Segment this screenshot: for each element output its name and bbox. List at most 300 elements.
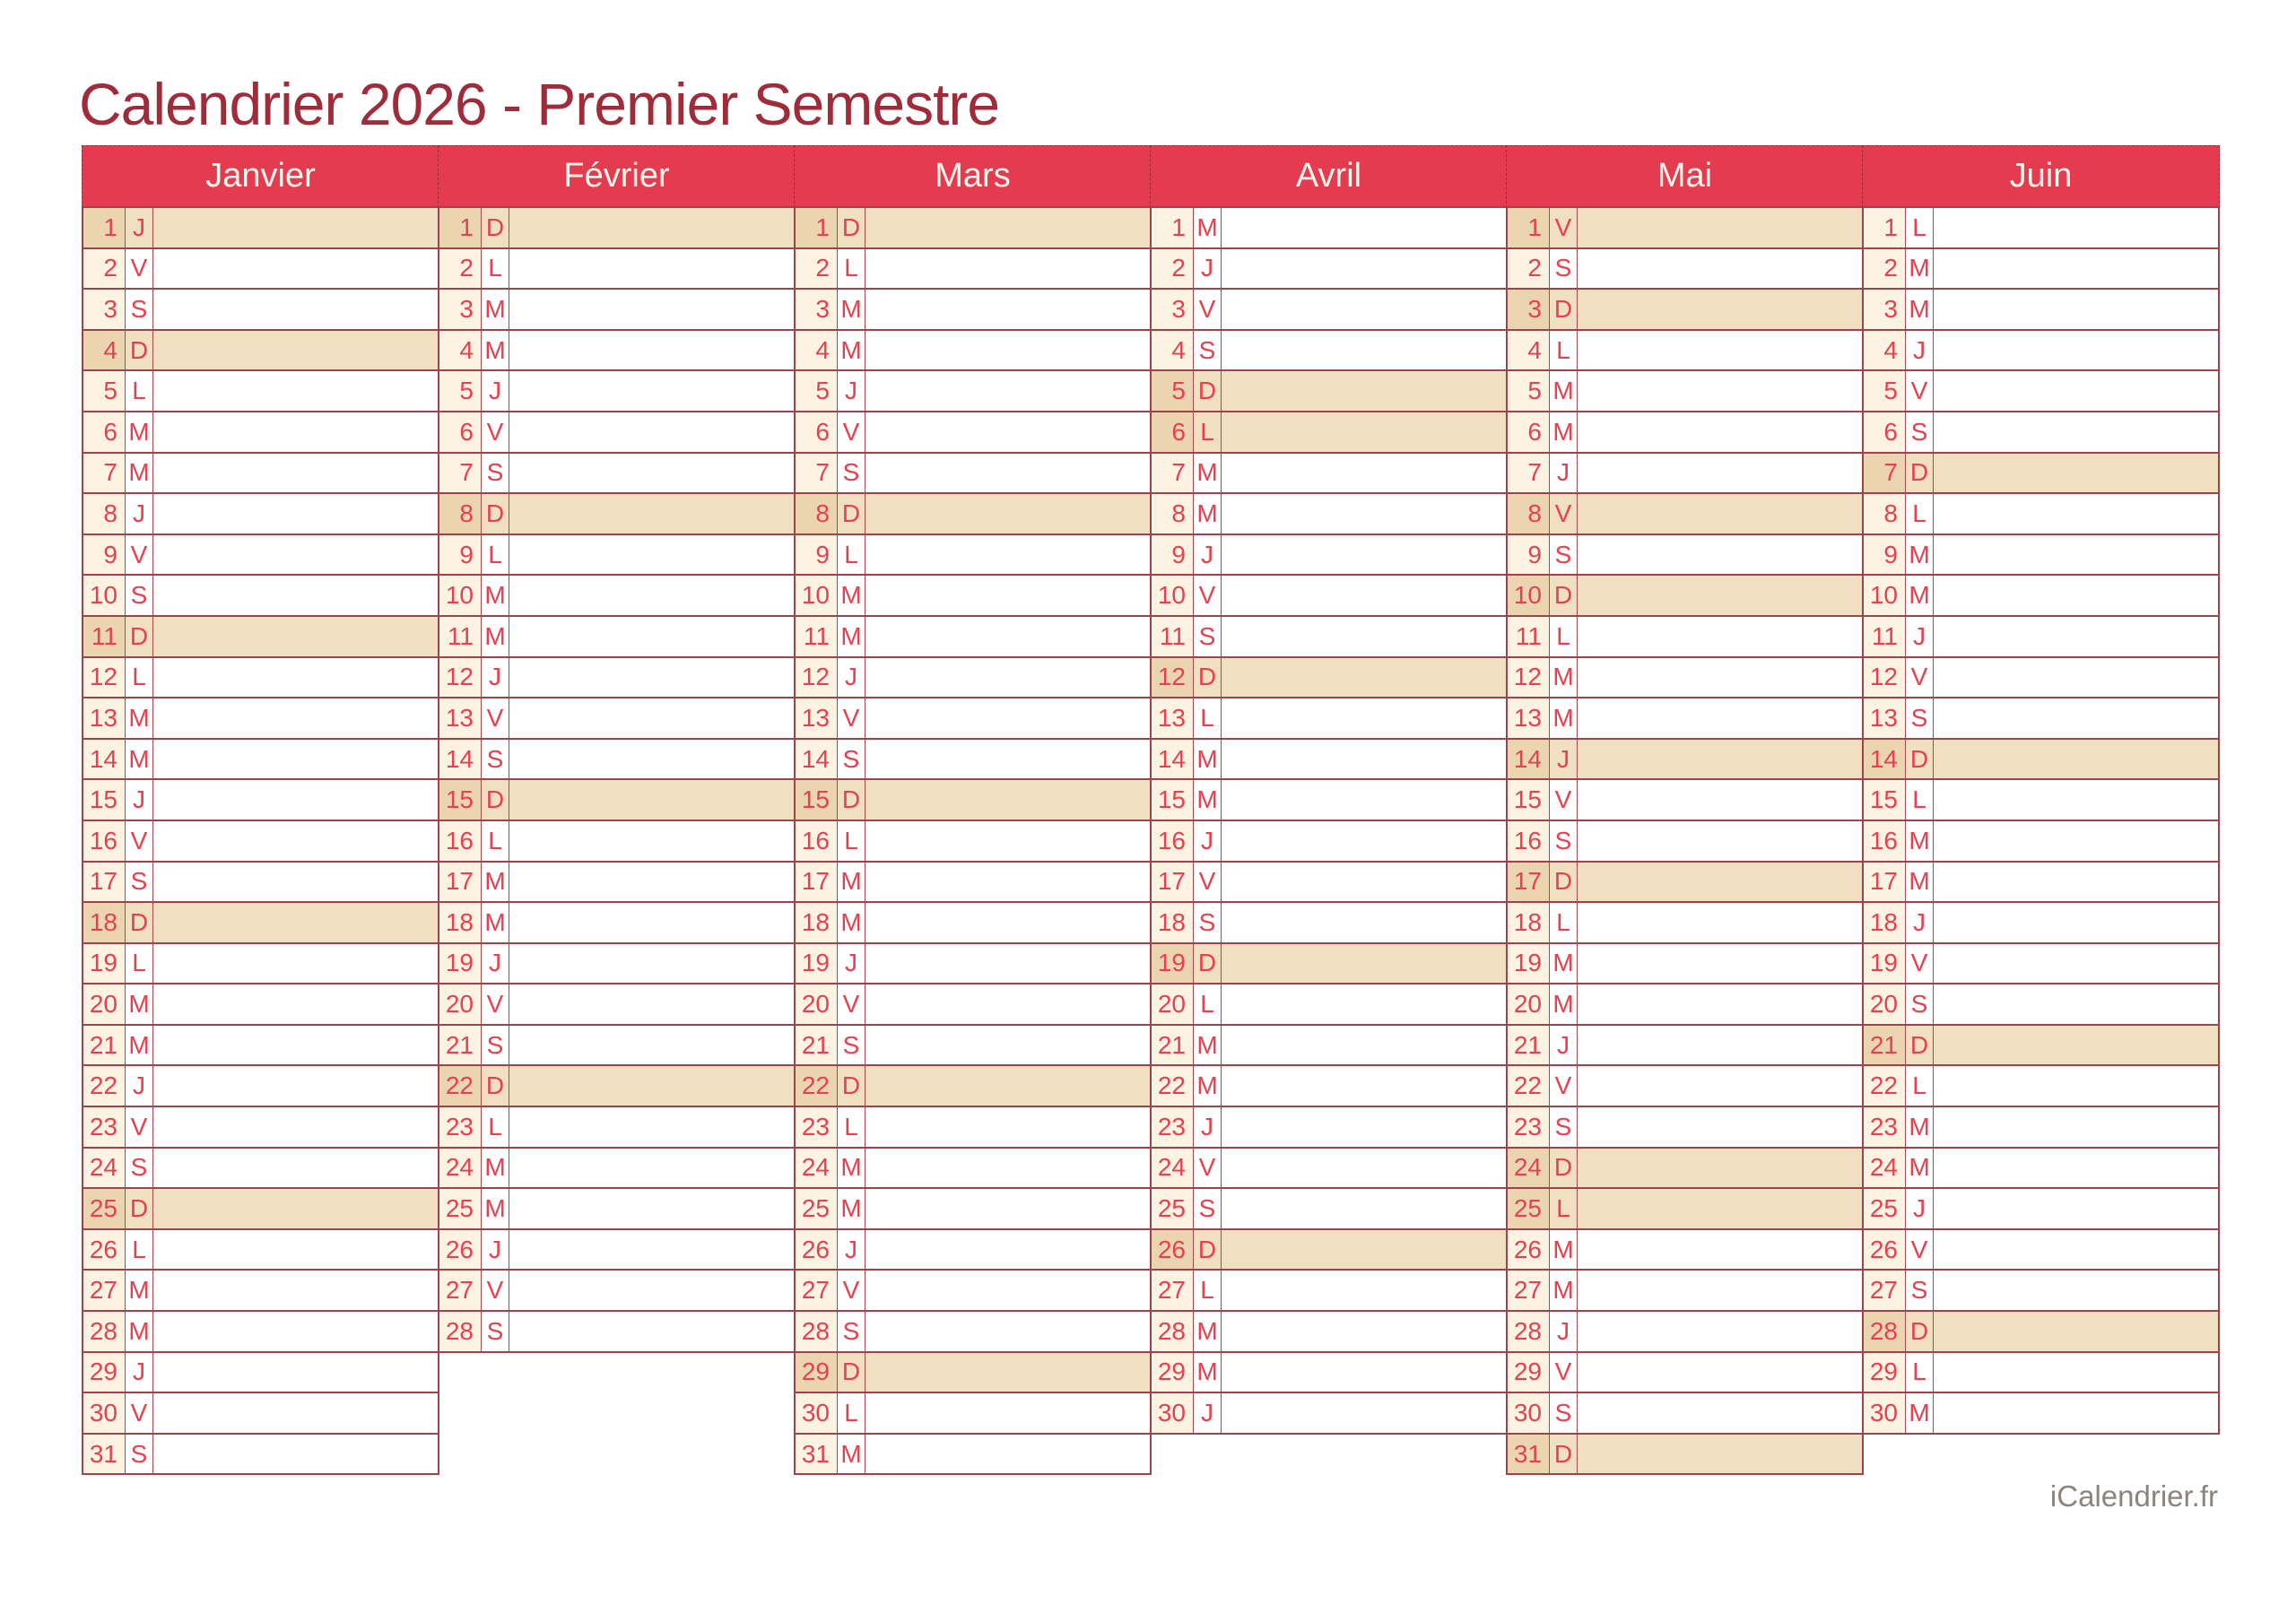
day-letter: V bbox=[1906, 371, 1934, 411]
day-number: 26 bbox=[1152, 1230, 1194, 1270]
day-note-area bbox=[1578, 1066, 1862, 1106]
day-note-area bbox=[1934, 1189, 2218, 1228]
month-column bbox=[438, 145, 796, 1353]
day-row bbox=[83, 1107, 438, 1149]
day-letter: L bbox=[482, 249, 509, 289]
day-letter: M bbox=[838, 1189, 865, 1228]
day-letter: L bbox=[126, 1230, 153, 1270]
day-note-area bbox=[509, 412, 794, 452]
day-letter: S bbox=[1550, 821, 1578, 861]
day-number: 1 bbox=[439, 208, 482, 247]
day-number: 10 bbox=[1508, 576, 1550, 615]
day-row bbox=[1152, 576, 1506, 617]
day-number: 24 bbox=[1864, 1149, 1906, 1188]
day-note-area bbox=[865, 208, 1150, 247]
day-note-area bbox=[1934, 331, 2218, 370]
day-number: 7 bbox=[1864, 454, 1906, 493]
day-note-area bbox=[865, 535, 1150, 575]
day-note-area bbox=[1578, 698, 1862, 738]
day-row bbox=[83, 821, 438, 863]
day-note-area bbox=[1934, 1312, 2218, 1351]
day-letter: M bbox=[482, 290, 509, 329]
day-letter: D bbox=[482, 780, 509, 820]
day-letter: V bbox=[838, 984, 865, 1024]
day-letter: D bbox=[1906, 740, 1934, 779]
day-number: 21 bbox=[1864, 1026, 1906, 1065]
day-row bbox=[1864, 208, 2218, 249]
day-note-area bbox=[1222, 494, 1506, 533]
day-letter: L bbox=[1906, 1066, 1934, 1106]
day-letter: M bbox=[1906, 863, 1934, 902]
day-number: 1 bbox=[796, 208, 838, 247]
day-note-area bbox=[1934, 740, 2218, 779]
day-note-area bbox=[1934, 658, 2218, 698]
day-note-area bbox=[509, 1149, 794, 1188]
day-row bbox=[1508, 454, 1862, 495]
day-number: 10 bbox=[83, 576, 126, 615]
day-number: 19 bbox=[1152, 944, 1194, 984]
day-letter: S bbox=[1550, 1107, 1578, 1147]
day-number: 6 bbox=[1152, 412, 1194, 452]
day-note-area bbox=[153, 454, 438, 493]
day-row bbox=[439, 903, 794, 944]
day-letter: D bbox=[1550, 1149, 1578, 1188]
day-note-area bbox=[1578, 1189, 1862, 1228]
day-number: 9 bbox=[796, 535, 838, 575]
day-letter: D bbox=[1550, 290, 1578, 329]
day-note-area bbox=[1578, 1312, 1862, 1351]
day-row-highlighted bbox=[1508, 290, 1862, 331]
day-letter: V bbox=[1550, 780, 1578, 820]
day-number: 24 bbox=[1152, 1149, 1194, 1188]
day-number: 20 bbox=[1508, 984, 1550, 1024]
month-header: Juin bbox=[1862, 145, 2220, 208]
day-letter: L bbox=[1194, 412, 1222, 452]
day-number: 5 bbox=[83, 371, 126, 411]
day-letter: M bbox=[1906, 576, 1934, 615]
day-number: 17 bbox=[83, 863, 126, 902]
day-number: 9 bbox=[1152, 535, 1194, 575]
day-row bbox=[1152, 1026, 1506, 1067]
day-number: 13 bbox=[439, 698, 482, 738]
day-row bbox=[1152, 331, 1506, 372]
day-note-area bbox=[509, 208, 794, 247]
day-number: 21 bbox=[83, 1026, 126, 1065]
day-note-area bbox=[153, 780, 438, 820]
day-letter: V bbox=[482, 412, 509, 452]
day-row bbox=[796, 740, 1150, 781]
day-note-area bbox=[1934, 698, 2218, 738]
day-row bbox=[1508, 821, 1862, 863]
day-number: 25 bbox=[83, 1189, 126, 1228]
day-note-area bbox=[1578, 903, 1862, 942]
day-row bbox=[1864, 1271, 2218, 1312]
day-number: 16 bbox=[796, 821, 838, 861]
day-note-area bbox=[1934, 617, 2218, 656]
day-letter: V bbox=[1550, 494, 1578, 533]
month-column bbox=[1150, 145, 1508, 1435]
day-note-area bbox=[1222, 1271, 1506, 1310]
day-letter: M bbox=[126, 740, 153, 779]
day-row bbox=[1864, 1149, 2218, 1190]
day-row bbox=[1508, 1393, 1862, 1435]
day-number: 5 bbox=[439, 371, 482, 411]
day-letter: M bbox=[1906, 249, 1934, 289]
day-number: 18 bbox=[83, 903, 126, 942]
day-row-highlighted bbox=[1508, 1189, 1862, 1230]
day-row bbox=[1152, 863, 1506, 904]
day-note-area bbox=[865, 331, 1150, 370]
day-letter: V bbox=[482, 1271, 509, 1310]
month-column bbox=[794, 145, 1152, 1475]
day-note-area bbox=[153, 698, 438, 738]
day-number: 31 bbox=[1508, 1435, 1550, 1474]
day-number: 27 bbox=[1152, 1271, 1194, 1310]
day-note-area bbox=[1934, 412, 2218, 452]
day-row bbox=[796, 1107, 1150, 1149]
day-note-area bbox=[153, 412, 438, 452]
day-note-area bbox=[1578, 1393, 1862, 1433]
day-number: 4 bbox=[796, 331, 838, 370]
day-number: 16 bbox=[1508, 821, 1550, 861]
day-row bbox=[796, 1026, 1150, 1067]
day-letter: J bbox=[838, 658, 865, 698]
day-letter: S bbox=[126, 290, 153, 329]
day-row bbox=[439, 658, 794, 699]
day-letter: M bbox=[1550, 1230, 1578, 1270]
day-note-area bbox=[509, 1066, 794, 1106]
month-rows bbox=[1506, 208, 1864, 1475]
day-number: 31 bbox=[796, 1435, 838, 1474]
day-number: 8 bbox=[439, 494, 482, 533]
day-number: 28 bbox=[796, 1312, 838, 1351]
day-note-area bbox=[1934, 780, 2218, 820]
day-row bbox=[1508, 371, 1862, 412]
day-number: 14 bbox=[1864, 740, 1906, 779]
day-number: 9 bbox=[1864, 535, 1906, 575]
day-number: 15 bbox=[1152, 780, 1194, 820]
day-number: 26 bbox=[439, 1230, 482, 1270]
day-letter: L bbox=[838, 1107, 865, 1147]
day-number: 8 bbox=[1864, 494, 1906, 533]
day-note-area bbox=[153, 1026, 438, 1065]
day-note-area bbox=[153, 1393, 438, 1433]
day-number: 7 bbox=[439, 454, 482, 493]
day-row bbox=[83, 535, 438, 577]
day-row-highlighted bbox=[1152, 944, 1506, 985]
day-number: 16 bbox=[1864, 821, 1906, 861]
day-note-area bbox=[153, 903, 438, 942]
day-note-area bbox=[153, 658, 438, 698]
day-letter: D bbox=[1194, 371, 1222, 411]
day-row bbox=[1152, 454, 1506, 495]
day-letter: J bbox=[126, 208, 153, 247]
day-row bbox=[796, 617, 1150, 658]
day-row bbox=[439, 576, 794, 617]
day-row bbox=[796, 1393, 1150, 1435]
day-letter: L bbox=[1906, 208, 1934, 247]
day-letter: J bbox=[482, 1230, 509, 1270]
day-number: 11 bbox=[1152, 617, 1194, 656]
day-letter: V bbox=[126, 249, 153, 289]
day-row-highlighted bbox=[83, 903, 438, 944]
day-row bbox=[1864, 1353, 2218, 1394]
day-letter: M bbox=[838, 1149, 865, 1188]
day-note-area bbox=[1934, 535, 2218, 575]
day-note-area bbox=[1222, 984, 1506, 1024]
day-letter: D bbox=[838, 208, 865, 247]
day-note-area bbox=[1578, 454, 1862, 493]
day-note-area bbox=[1222, 1149, 1506, 1188]
day-letter: D bbox=[1194, 658, 1222, 698]
day-letter: M bbox=[1194, 1026, 1222, 1065]
day-number: 13 bbox=[796, 698, 838, 738]
day-row bbox=[1152, 903, 1506, 944]
day-note-area bbox=[1222, 863, 1506, 902]
day-note-area bbox=[865, 371, 1150, 411]
day-row-highlighted bbox=[1864, 1312, 2218, 1353]
day-note-area bbox=[1934, 1149, 2218, 1188]
day-row bbox=[439, 1271, 794, 1312]
day-letter: M bbox=[1194, 494, 1222, 533]
day-letter: J bbox=[482, 944, 509, 984]
day-note-area bbox=[509, 658, 794, 698]
day-letter: M bbox=[1550, 944, 1578, 984]
day-number: 29 bbox=[83, 1353, 126, 1392]
day-number: 27 bbox=[1864, 1271, 1906, 1310]
day-letter: L bbox=[1550, 617, 1578, 656]
day-letter: D bbox=[1906, 1312, 1934, 1351]
month-header: Janvier bbox=[82, 145, 439, 208]
day-number: 16 bbox=[439, 821, 482, 861]
day-row bbox=[1508, 331, 1862, 372]
day-number: 6 bbox=[83, 412, 126, 452]
day-number: 27 bbox=[796, 1271, 838, 1310]
day-note-area bbox=[865, 412, 1150, 452]
day-number: 11 bbox=[439, 617, 482, 656]
day-number: 6 bbox=[1864, 412, 1906, 452]
day-row bbox=[1508, 412, 1862, 454]
day-number: 12 bbox=[1152, 658, 1194, 698]
day-letter: S bbox=[482, 1312, 509, 1351]
day-row bbox=[796, 903, 1150, 944]
day-note-area bbox=[153, 1353, 438, 1392]
day-number: 11 bbox=[83, 617, 126, 656]
day-row bbox=[83, 1230, 438, 1271]
day-row bbox=[83, 1026, 438, 1067]
day-row bbox=[1864, 371, 2218, 412]
day-letter: M bbox=[838, 617, 865, 656]
day-row bbox=[1508, 1271, 1862, 1312]
day-letter: M bbox=[838, 863, 865, 902]
day-number: 17 bbox=[796, 863, 838, 902]
day-number: 15 bbox=[796, 780, 838, 820]
day-row bbox=[796, 1435, 1150, 1476]
day-note-area bbox=[1578, 371, 1862, 411]
day-row bbox=[796, 1189, 1150, 1230]
day-number: 25 bbox=[1152, 1189, 1194, 1228]
day-number: 30 bbox=[1508, 1393, 1550, 1433]
day-row bbox=[1152, 780, 1506, 821]
day-number: 9 bbox=[83, 535, 126, 575]
day-row-highlighted bbox=[1864, 454, 2218, 495]
day-row bbox=[1864, 494, 2218, 535]
day-row bbox=[83, 494, 438, 535]
day-row-highlighted bbox=[83, 1189, 438, 1230]
day-note-area bbox=[1222, 617, 1506, 656]
day-letter: M bbox=[482, 1149, 509, 1188]
day-row-highlighted bbox=[796, 1353, 1150, 1394]
day-letter: L bbox=[482, 535, 509, 575]
day-number: 12 bbox=[83, 658, 126, 698]
day-row bbox=[83, 780, 438, 821]
day-row-highlighted bbox=[439, 494, 794, 535]
day-letter: M bbox=[1550, 412, 1578, 452]
day-letter: D bbox=[838, 494, 865, 533]
day-letter: D bbox=[1550, 863, 1578, 902]
day-row bbox=[83, 1435, 438, 1476]
day-letter: S bbox=[126, 1435, 153, 1474]
day-note-area bbox=[1222, 412, 1506, 452]
day-number: 5 bbox=[1152, 371, 1194, 411]
day-number: 17 bbox=[1508, 863, 1550, 902]
day-letter: V bbox=[838, 698, 865, 738]
day-letter: J bbox=[1194, 535, 1222, 575]
day-row bbox=[796, 1271, 1150, 1312]
day-number: 17 bbox=[1152, 863, 1194, 902]
day-number: 21 bbox=[1152, 1026, 1194, 1065]
day-letter: J bbox=[838, 1230, 865, 1270]
day-number: 16 bbox=[1152, 821, 1194, 861]
day-note-area bbox=[1934, 984, 2218, 1024]
day-number: 3 bbox=[1152, 290, 1194, 329]
day-note-area bbox=[865, 1107, 1150, 1147]
day-number: 18 bbox=[1152, 903, 1194, 942]
day-number: 10 bbox=[1152, 576, 1194, 615]
day-row-highlighted bbox=[439, 208, 794, 249]
day-row bbox=[1152, 984, 1506, 1026]
day-letter: D bbox=[126, 903, 153, 942]
day-row bbox=[1864, 331, 2218, 372]
day-letter: S bbox=[126, 863, 153, 902]
day-row bbox=[1152, 1189, 1506, 1230]
day-number: 7 bbox=[83, 454, 126, 493]
day-number: 7 bbox=[796, 454, 838, 493]
day-note-area bbox=[1934, 1066, 2218, 1106]
day-row bbox=[83, 1149, 438, 1190]
day-letter: M bbox=[1194, 1066, 1222, 1106]
day-note-area bbox=[865, 494, 1150, 533]
day-letter: M bbox=[126, 698, 153, 738]
day-number: 4 bbox=[1152, 331, 1194, 370]
day-number: 28 bbox=[1152, 1312, 1194, 1351]
day-note-area bbox=[1934, 1026, 2218, 1065]
day-row bbox=[439, 944, 794, 985]
day-number: 26 bbox=[796, 1230, 838, 1270]
day-row bbox=[1508, 617, 1862, 658]
day-letter: D bbox=[1906, 1026, 1934, 1065]
day-letter: J bbox=[482, 371, 509, 411]
day-letter: J bbox=[1906, 903, 1934, 942]
day-row bbox=[1508, 984, 1862, 1026]
day-number: 2 bbox=[1864, 249, 1906, 289]
day-number: 7 bbox=[1152, 454, 1194, 493]
day-row bbox=[1152, 535, 1506, 577]
day-note-area bbox=[1222, 535, 1506, 575]
day-row bbox=[439, 249, 794, 291]
day-letter: M bbox=[482, 331, 509, 370]
day-number: 24 bbox=[83, 1149, 126, 1188]
day-row-highlighted bbox=[439, 780, 794, 821]
day-note-area bbox=[153, 1149, 438, 1188]
day-row bbox=[796, 331, 1150, 372]
month-column bbox=[1506, 145, 1864, 1475]
day-letter: M bbox=[1906, 290, 1934, 329]
day-letter: J bbox=[1194, 1107, 1222, 1147]
day-letter: L bbox=[1550, 903, 1578, 942]
day-number: 27 bbox=[439, 1271, 482, 1310]
day-note-area bbox=[153, 1189, 438, 1228]
day-note-area bbox=[1578, 249, 1862, 289]
day-letter: S bbox=[838, 1026, 865, 1065]
day-note-area bbox=[1934, 944, 2218, 984]
day-number: 3 bbox=[1508, 290, 1550, 329]
day-note-area bbox=[1578, 1026, 1862, 1065]
day-note-area bbox=[509, 1312, 794, 1351]
day-letter: S bbox=[1194, 1189, 1222, 1228]
day-note-area bbox=[1222, 1066, 1506, 1106]
day-letter: J bbox=[838, 371, 865, 411]
day-number: 26 bbox=[83, 1230, 126, 1270]
day-note-area bbox=[1222, 1026, 1506, 1065]
day-note-area bbox=[1934, 1271, 2218, 1310]
month-header: Mai bbox=[1506, 145, 1864, 208]
day-letter: D bbox=[1550, 1435, 1578, 1474]
day-note-area bbox=[1222, 1353, 1506, 1392]
day-row bbox=[796, 863, 1150, 904]
day-row bbox=[1864, 1107, 2218, 1149]
day-number: 8 bbox=[1152, 494, 1194, 533]
day-letter: M bbox=[1550, 984, 1578, 1024]
day-note-area bbox=[1578, 1230, 1862, 1270]
day-note-area bbox=[1222, 1107, 1506, 1147]
day-note-area bbox=[865, 903, 1150, 942]
day-row bbox=[83, 740, 438, 781]
day-note-area bbox=[1578, 740, 1862, 779]
day-letter: L bbox=[1550, 1189, 1578, 1228]
day-row bbox=[1152, 617, 1506, 658]
day-note-area bbox=[1222, 290, 1506, 329]
day-row bbox=[439, 1107, 794, 1149]
day-note-area bbox=[865, 821, 1150, 861]
day-letter: D bbox=[126, 617, 153, 656]
day-row bbox=[796, 454, 1150, 495]
day-row bbox=[439, 454, 794, 495]
day-letter: S bbox=[1906, 1271, 1934, 1310]
month-column bbox=[1862, 145, 2220, 1435]
day-letter: M bbox=[1906, 1393, 1934, 1433]
day-row bbox=[1508, 249, 1862, 291]
day-note-area bbox=[865, 249, 1150, 289]
day-note-area bbox=[865, 617, 1150, 656]
day-row bbox=[796, 535, 1150, 577]
day-note-area bbox=[1578, 658, 1862, 698]
day-row bbox=[439, 1189, 794, 1230]
day-note-area bbox=[153, 1435, 438, 1474]
day-row bbox=[796, 412, 1150, 454]
day-row-highlighted bbox=[796, 1066, 1150, 1107]
day-row bbox=[1152, 1312, 1506, 1353]
